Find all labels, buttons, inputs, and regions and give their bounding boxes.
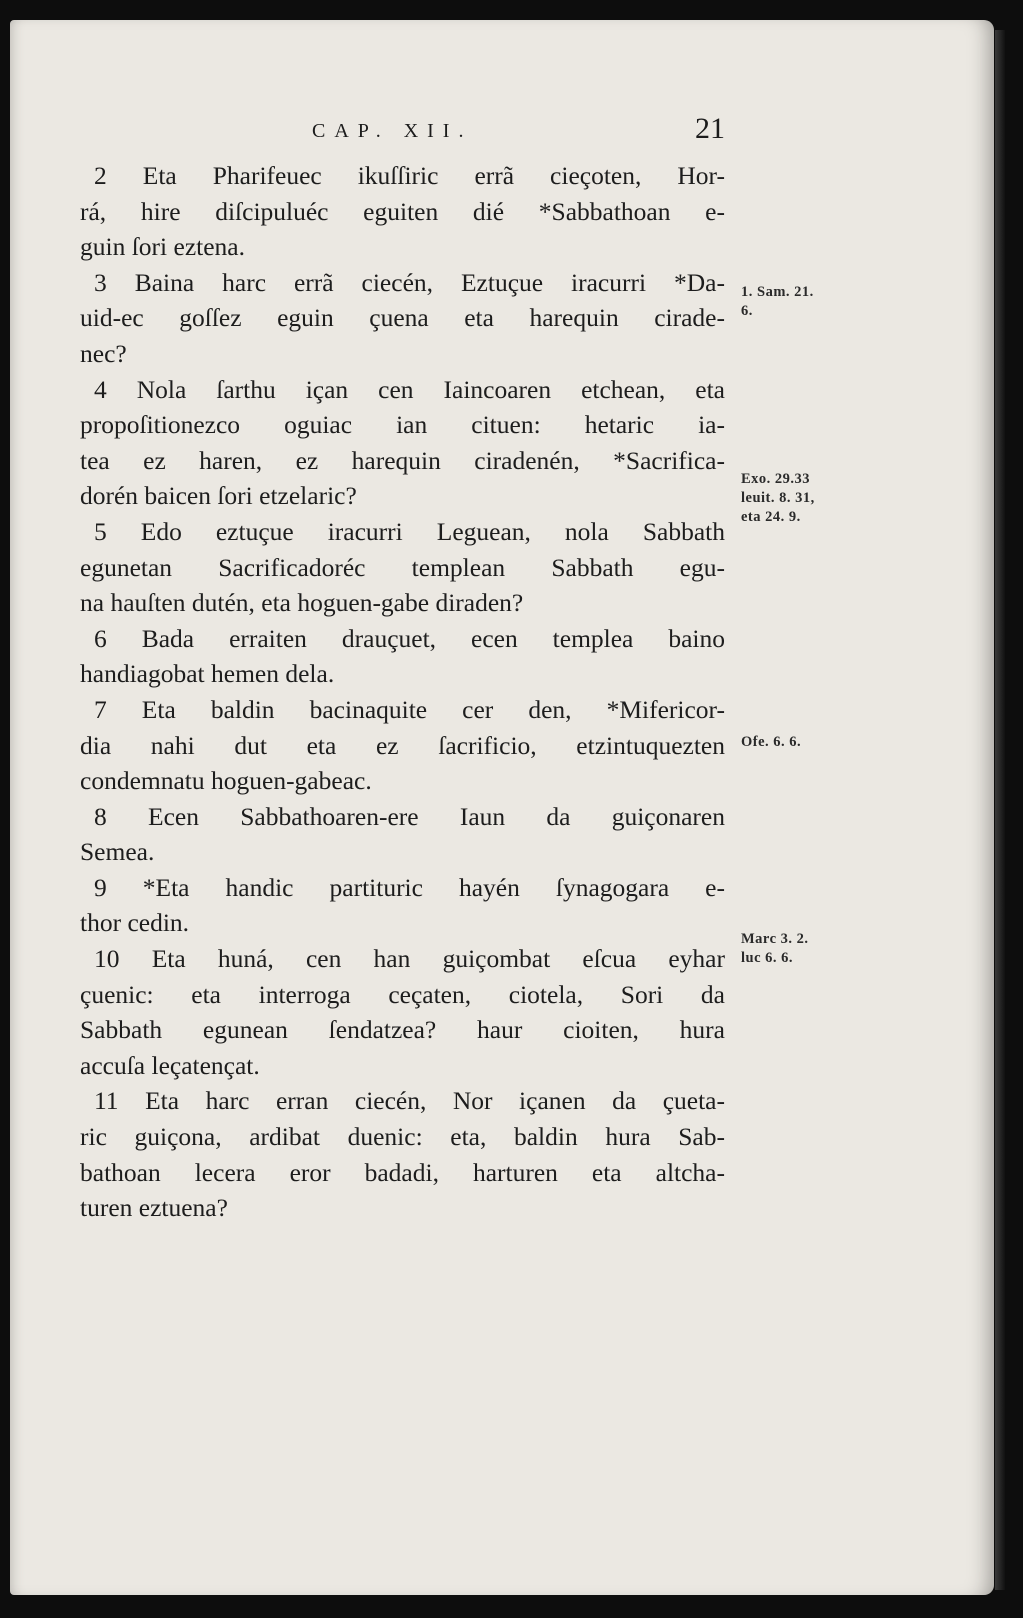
verse-line: 9 *Eta handic partituric hayén ſynagogara e- <box>94 872 725 902</box>
verse-line: uid-ec goſſez eguin çuena eta harequin cirade- <box>80 303 725 333</box>
verse-line: Semea. <box>80 837 155 867</box>
verse-line: bathoan lecera eror badadi, harturen eta altcha- <box>80 1157 725 1187</box>
verse-line: tea ez haren, ez harequin ciradenén, *Sacrifica- <box>80 445 725 475</box>
verse-line: 4 Nola ſarthu içan cen Iaincoaren etchean, eta <box>94 374 725 404</box>
verse-line: condemnatu hoguen-gabeac. <box>80 766 372 796</box>
verse <box>80 372 725 514</box>
verse-line: rá, hire diſcipuluéc eguiten dié *Sabbathoan e- <box>80 196 725 226</box>
verse <box>80 1083 725 1225</box>
verse-line: 10 Eta huná, cen han guiçombat eſcua eyhar <box>94 944 725 974</box>
page-header <box>80 112 725 152</box>
margin-note-line: eta 24. 9. <box>741 509 801 525</box>
verse-line: accuſa leçatençat. <box>80 1050 260 1080</box>
verse-line: thor cedin. <box>80 908 190 938</box>
margin-note-line: 1. Sam. 21. <box>741 284 814 300</box>
margin-note-line: luc 6. 6. <box>741 950 794 966</box>
verse <box>80 799 725 870</box>
verse-line: 8 Ecen Sabbathoaren-ere Iaun da guiçonaren <box>94 801 725 831</box>
margin-note <box>741 733 801 752</box>
margin-note <box>741 283 814 321</box>
verse <box>80 265 725 372</box>
verse-line: 5 Edo eztuçue iracurri Leguean, nola Sabbath <box>94 516 725 546</box>
verse-line: 6 Bada erraiten drauçuet, ecen templea baino <box>94 623 725 653</box>
chapter-heading: CAP. XII. <box>312 120 473 142</box>
verse <box>80 692 725 799</box>
verse-line: 2 Eta Pharifeuec ikuſſiric errã cieçoten, Hor- <box>94 161 725 190</box>
verse-line: çuenic: eta interroga ceçaten, ciotela, Sori da <box>80 979 725 1009</box>
verse-line: guin ſori eztena. <box>80 232 245 262</box>
verse <box>80 941 725 1083</box>
margin-note <box>741 930 809 968</box>
verse-line: egunetan Sacrificadoréc templean Sabbath egu- <box>80 552 725 582</box>
margin-note-line: 6. <box>741 303 753 319</box>
margin-note-line: Marc 3. 2. <box>741 931 809 947</box>
margin-note-line: Ofe. 6. 6. <box>741 734 802 750</box>
page-number: 21 <box>695 112 725 145</box>
margin-note-line: leuit. 8. 31, <box>741 490 815 506</box>
verse-line: 3 Baina harc errã ciecén, Eztuçue iracurri *Da- <box>94 267 725 297</box>
margin-note <box>741 470 815 527</box>
verse-line: na hauſten dutén, eta hoguen-gabe diraden? <box>80 588 524 618</box>
margin-note-line: Exo. 29.33 <box>741 471 811 487</box>
verse <box>80 158 725 265</box>
page-edge <box>995 30 1005 1590</box>
verse-line: nec? <box>80 338 127 368</box>
verse <box>80 870 725 941</box>
verse-line: handiagobat hemen dela. <box>80 659 335 689</box>
verse <box>80 514 725 621</box>
page-body <box>80 158 725 1226</box>
verse-line: 7 Eta baldin bacinaquite cer den, *Mifericor- <box>94 694 725 724</box>
verse-line: dorén baicen ſori etzelaric? <box>80 481 357 511</box>
verse-line: ric guiçona, ardibat duenic: eta, baldin hura Sab- <box>80 1122 725 1152</box>
verse <box>80 621 725 692</box>
verse-line: propoſitionezco oguiac ian cituen: hetaric ia- <box>80 410 725 440</box>
verse-line: Sabbath egunean ſendatzea? haur cioiten, hura <box>80 1015 725 1045</box>
verse-line: dia nahi dut eta ez ſacrificio, etzintuquezten <box>80 730 725 760</box>
verse-line: 11 Eta harc erran ciecén, Nor içanen da çueta- <box>94 1086 725 1116</box>
verse-line: turen eztuena? <box>80 1193 228 1223</box>
